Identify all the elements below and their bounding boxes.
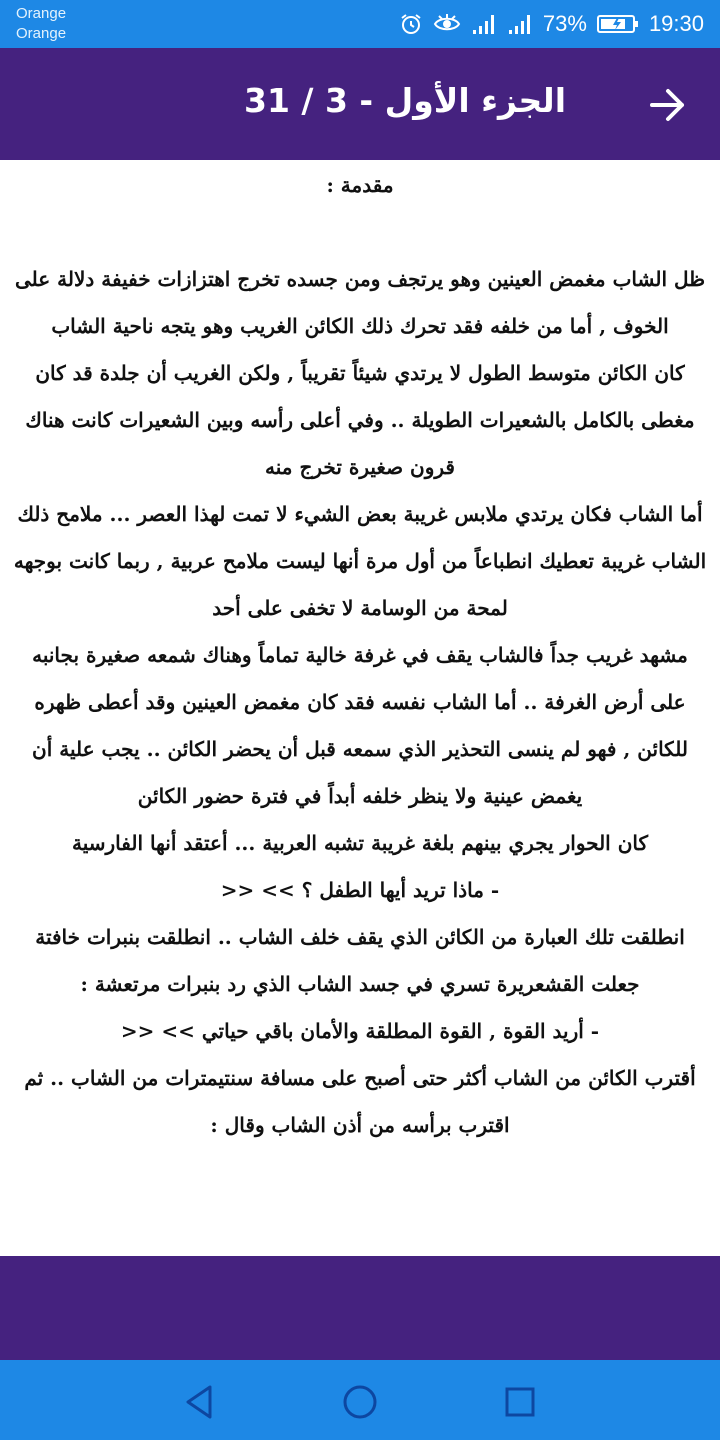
recents-square-icon <box>498 1380 542 1424</box>
nav-back-button[interactable] <box>178 1380 222 1424</box>
battery-percent: 73% <box>542 11 587 36</box>
eye-icon <box>433 12 461 36</box>
carrier-line-1: Orange <box>16 5 67 22</box>
nav-home-button[interactable] <box>338 1380 382 1424</box>
back-button[interactable] <box>646 83 690 127</box>
page-title: الجزء الأول - 3 / 31 <box>243 81 566 120</box>
system-nav-bar <box>0 1360 720 1440</box>
paragraph: أما الشاب فكان يرتدي ملابس غريبة بعض الشيء لا تمت لهذا العصر ... ملامح ذلك الشاب غريبة تعطيك انطباعاً من أول مرة أنها ليست ملامح عربية , ربما كانت بوجهه لمحة من الوسامة لا تخفى على أحد <box>13 502 707 620</box>
back-triangle-icon <box>178 1380 222 1424</box>
signal-icon <box>507 12 533 36</box>
paragraph: كان الكائن متوسط الطول لا يرتدي شيئاً تقريباً , ولكن الغريب أن جلدة قد كان مغطى بالكامل بالشعيرات الطويلة .. وفي أعلى رأسه وبين الشعيرات كانت هناك قرون صغيرة تخرج منه <box>25 361 695 479</box>
bottom-banner-area <box>0 1256 720 1360</box>
dialogue-line: - ماذا تريد أيها الطفل ؟ >> << <box>220 878 500 902</box>
arrow-right-icon <box>646 83 690 127</box>
paragraph: كان الحوار يجري بينهم بلغة غريبة تشبه العربية ... أعتقد أنها الفارسية <box>71 831 649 855</box>
nav-recents-button[interactable] <box>498 1380 542 1424</box>
section-heading: مقدمة : <box>326 173 394 197</box>
home-circle-icon <box>338 1380 382 1424</box>
app-bar <box>0 48 720 160</box>
battery-icon <box>597 13 639 35</box>
paragraph: أقترب الكائن من الشاب أكثر حتى أصبح على مسافة سنتيمترات من الشاب .. ثم اقترب برأسه من أذن الشاب وقال : <box>24 1066 696 1137</box>
chapter-text <box>0 160 720 1149</box>
alarm-icon <box>399 12 423 36</box>
carrier-info <box>16 4 66 44</box>
dialogue-line: - أريد القوة , القوة المطلقة والأمان باقي حياتي >> << <box>120 1019 600 1043</box>
chapter-content[interactable] <box>0 160 720 1256</box>
paragraph: مشهد غريب جداً فالشاب يقف في غرفة خالية تماماً وهناك شمعه صغيرة بجانبه على أرض الغرفة .. أما الشاب نفسه فقد كان مغمض العينين وقد أعطى ظهره للكائن , فهو لم ينسى التحذير الذي سمعه قبل أن يحضر الكائن .. يجب علية أن يغمض عينية ولا ينظر خلفه أبداً في فترة حضور الكائن <box>32 643 688 808</box>
paragraph: انطلقت تلك العبارة من الكائن الذي يقف خلف الشاب .. انطلقت بنبرات خافتة جعلت القشعريرة تسري في جسد الشاب الذي رد بنبرات مرتعشة : <box>35 925 685 996</box>
carrier-line-2: Orange <box>16 25 67 42</box>
paragraph: ظل الشاب مغمض العينين وهو يرتجف ومن جسده تخرج اهتزازات خفيفة دلالة على الخوف , أما من خلفه فقد تحرك ذلك الكائن الغريب وهو يتجه ناحية الشاب <box>14 267 706 338</box>
signal-icon <box>471 12 497 36</box>
status-bar <box>0 0 720 48</box>
clock-time: 19:30 <box>648 11 704 36</box>
status-icons <box>399 0 704 48</box>
